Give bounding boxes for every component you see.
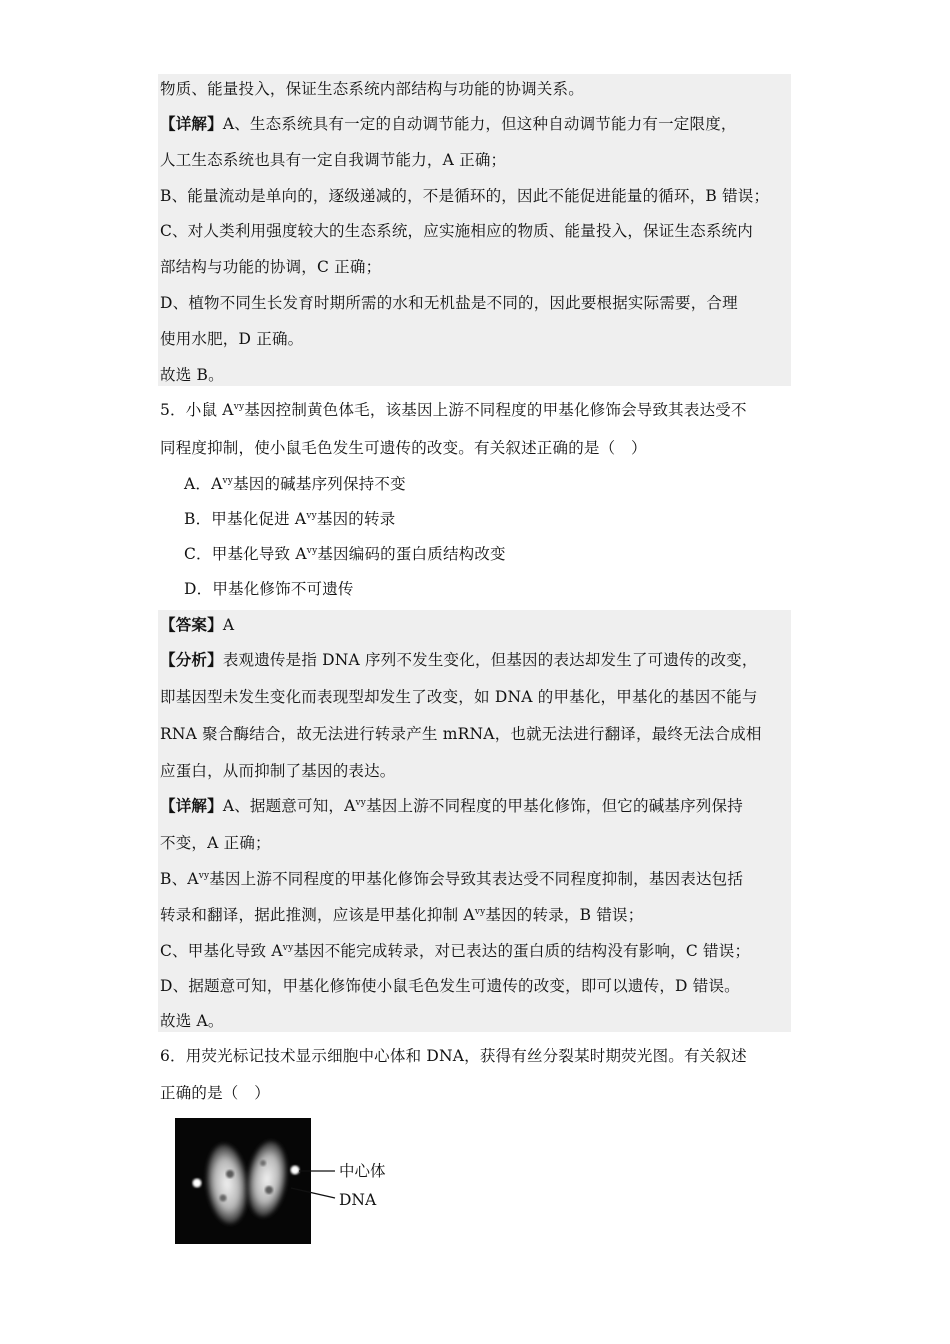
detail-tag: 【详解】 xyxy=(160,796,223,815)
label-centrosome: 中心体 xyxy=(339,1162,386,1180)
superscript-vy: vy xyxy=(306,546,318,556)
analysis-tag: 【分析】 xyxy=(160,650,223,669)
q4-detail-line-1 xyxy=(160,114,737,134)
superscript-vy: vy xyxy=(222,476,234,486)
q6-stem-line-1 xyxy=(160,1046,747,1066)
stem-text: 小鼠 A xyxy=(185,401,234,419)
q5-stem-line-2: 同程度抑制，使小鼠毛色发生可遗传的改变。有关叙述正确的是（ ） xyxy=(160,439,647,457)
option-text: C．甲基化导致 A xyxy=(184,545,307,563)
q5-detail-line-2: 不变，A 正确； xyxy=(160,834,271,852)
q5-answer xyxy=(160,615,234,635)
dna-leader-line xyxy=(291,1188,335,1198)
q5-detail-line-4 xyxy=(160,905,643,925)
q5-detail-line-6: D、据题意可知，甲基化修饰使小鼠毛色发生可遗传的改变，即可以遗传，D 错误。 xyxy=(160,977,740,995)
q5-analysis-line-2: 即基因型未发生变化而表现型却发生了改变，如 DNA 的甲基化，甲基化的基因不能与 xyxy=(160,688,758,706)
superscript-vy: vy xyxy=(233,402,245,412)
q4-detail-line-3: B、能量流动是单向的，逐级递减的，不是循环的，因此不能促进能量的循环，B 错误； xyxy=(160,187,770,205)
q4-detail-line-7: 使用水肥，D 正确。 xyxy=(160,330,304,348)
detail-text: 转录和翻译，据此推测，应该是甲基化抑制 A xyxy=(160,906,475,924)
q6-stem-line-2: 正确的是（ ） xyxy=(160,1084,270,1102)
answer-value: A xyxy=(222,616,235,634)
option-text: 基因的碱基序列保持不变 xyxy=(233,475,406,493)
q4-detail-line-4: C、对人类利用强度较大的生态系统，应实施相应的物质、能量投入，保证生态系统内 xyxy=(160,222,753,240)
detail-text: C、甲基化导致 A xyxy=(160,942,283,960)
superscript-vy: vy xyxy=(306,511,317,521)
detail-text: 基因上游不同程度的甲基化修饰会导致其表达受不同程度抑制，基因表达包括 xyxy=(209,870,744,888)
detail-text: 基因的转录，B 错误； xyxy=(485,906,644,924)
option-text: 基因编码的蛋白质结构改变 xyxy=(317,545,506,563)
q4-analysis-tail: 物质、能量投入，保证生态系统内部结构与功能的协调关系。 xyxy=(160,80,584,98)
analysis-text: 表观遗传是指 DNA 序列不发生变化，但基因的表达却发生了可遗传的改变， xyxy=(222,651,758,669)
option-text: B．甲基化促进 A xyxy=(184,510,307,528)
q5-detail-line-1 xyxy=(160,796,743,816)
q4-conclusion: 故选 B。 xyxy=(160,366,224,384)
superscript-vy: vy xyxy=(198,871,210,881)
callout-lines xyxy=(175,1118,395,1248)
option-text: 基因的转录 xyxy=(316,510,396,528)
detail-text: A、据题意可知，A xyxy=(222,797,356,815)
detail-text: 基因不能完成转录，对已表达的蛋白质的结构没有影响，C 错误； xyxy=(293,942,751,960)
answer-tag: 【答案】 xyxy=(160,615,223,634)
q5-conclusion: 故选 A。 xyxy=(160,1012,224,1030)
q5-detail-line-5 xyxy=(160,941,750,961)
q5-detail-line-3 xyxy=(160,869,743,889)
question-number: 5． xyxy=(160,401,186,419)
q4-detail-line-5: 部结构与功能的协调，C 正确； xyxy=(160,258,382,276)
question-number: 6． xyxy=(160,1047,186,1065)
q5-option-c[interactable] xyxy=(184,544,506,564)
explanation-shade-q5 xyxy=(158,610,791,1032)
q5-option-b[interactable] xyxy=(184,509,395,529)
fluorescence-figure xyxy=(175,1118,395,1248)
q5-analysis-line-3: RNA 聚合酶结合，故无法进行转录产生 mRNA，也就无法进行翻译，最终无法合成相 xyxy=(160,725,762,743)
label-dna: DNA xyxy=(339,1191,377,1209)
q5-option-d[interactable]: D．甲基化修饰不可遗传 xyxy=(184,580,354,598)
superscript-vy: vy xyxy=(355,798,367,808)
q5-option-a[interactable] xyxy=(184,474,406,494)
q4-detail-line-6: D、植物不同生长发育时期所需的水和无机盐是不同的，因此要根据实际需要，合理 xyxy=(160,294,738,312)
stem-text: 用荧光标记技术显示细胞中心体和 DNA，获得有丝分裂某时期荧光图。有关叙述 xyxy=(185,1047,747,1065)
superscript-vy: vy xyxy=(474,907,486,917)
detail-text: 基因上游不同程度的甲基化修饰，但它的碱基序列保持 xyxy=(366,797,743,815)
detail-text: B、A xyxy=(160,870,199,888)
detail-tag: 【详解】 xyxy=(160,114,223,133)
detail-text: A、生态系统具有一定的自动调节能力，但这种自动调节能力有一定限度， xyxy=(222,115,737,133)
q4-detail-line-2: 人工生态系统也具有一定自我调节能力，A 正确； xyxy=(160,151,507,169)
stem-text: 基因控制黄色体毛，该基因上游不同程度的甲基化修饰会导致其表达受不 xyxy=(244,401,747,419)
q5-analysis-line-1 xyxy=(160,650,758,670)
option-text: A．A xyxy=(184,475,223,493)
q5-stem-line-1 xyxy=(160,400,747,420)
q5-analysis-line-4: 应蛋白，从而抑制了基因的表达。 xyxy=(160,762,396,780)
superscript-vy: vy xyxy=(282,943,294,953)
